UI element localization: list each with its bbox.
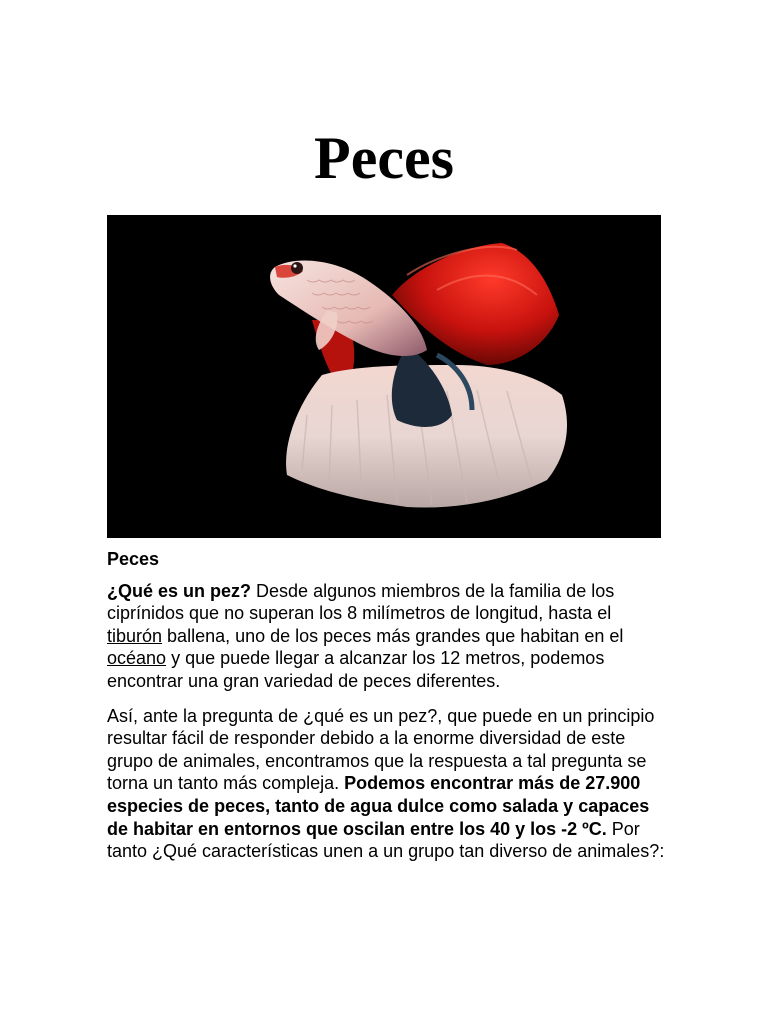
page-title: Peces bbox=[314, 125, 454, 191]
article-body bbox=[107, 548, 667, 875]
paragraph-intro bbox=[107, 580, 667, 693]
image-caption: Peces bbox=[107, 549, 160, 569]
paragraph-text: Por tanto ¿Qué características unen a un grupo tan diverso de animales?: bbox=[107, 818, 665, 862]
species-highlight: Podemos encontrar más de 27.900 especies de peces, tanto de agua dulce como salada y capaces de habitar en entornos que oscilan entre los 40 y los -2 ºC. bbox=[107, 773, 650, 839]
fish-photo bbox=[107, 215, 661, 538]
betta-fish-illustration bbox=[107, 215, 661, 538]
paragraph-text: y que puede llegar a alcanzar los 12 metros, podemos encontrar una gran variedad de peces diferentes. bbox=[107, 648, 605, 691]
link-oceano[interactable]: océano bbox=[107, 648, 167, 669]
question-lead: ¿Qué es un pez? bbox=[107, 580, 252, 601]
link-tiburon[interactable]: tiburón bbox=[107, 625, 163, 646]
paragraph-text: Así, ante la pregunta de ¿qué es un pez?, que puede en un principio resultar fácil de responder debido a la enorme diversidad de este grupo de animales, encontramos que la respuesta a tal pregunta se torna un tanto más compleja. bbox=[107, 705, 655, 794]
paragraph-diversity bbox=[107, 705, 667, 863]
paragraph-text: ballena, uno de los peces más grandes que habitan en el bbox=[162, 625, 624, 646]
paragraph-text: Desde algunos miembros de la familia de los ciprínidos que no superan los 8 milímetros de longitud, hasta el bbox=[107, 580, 615, 624]
